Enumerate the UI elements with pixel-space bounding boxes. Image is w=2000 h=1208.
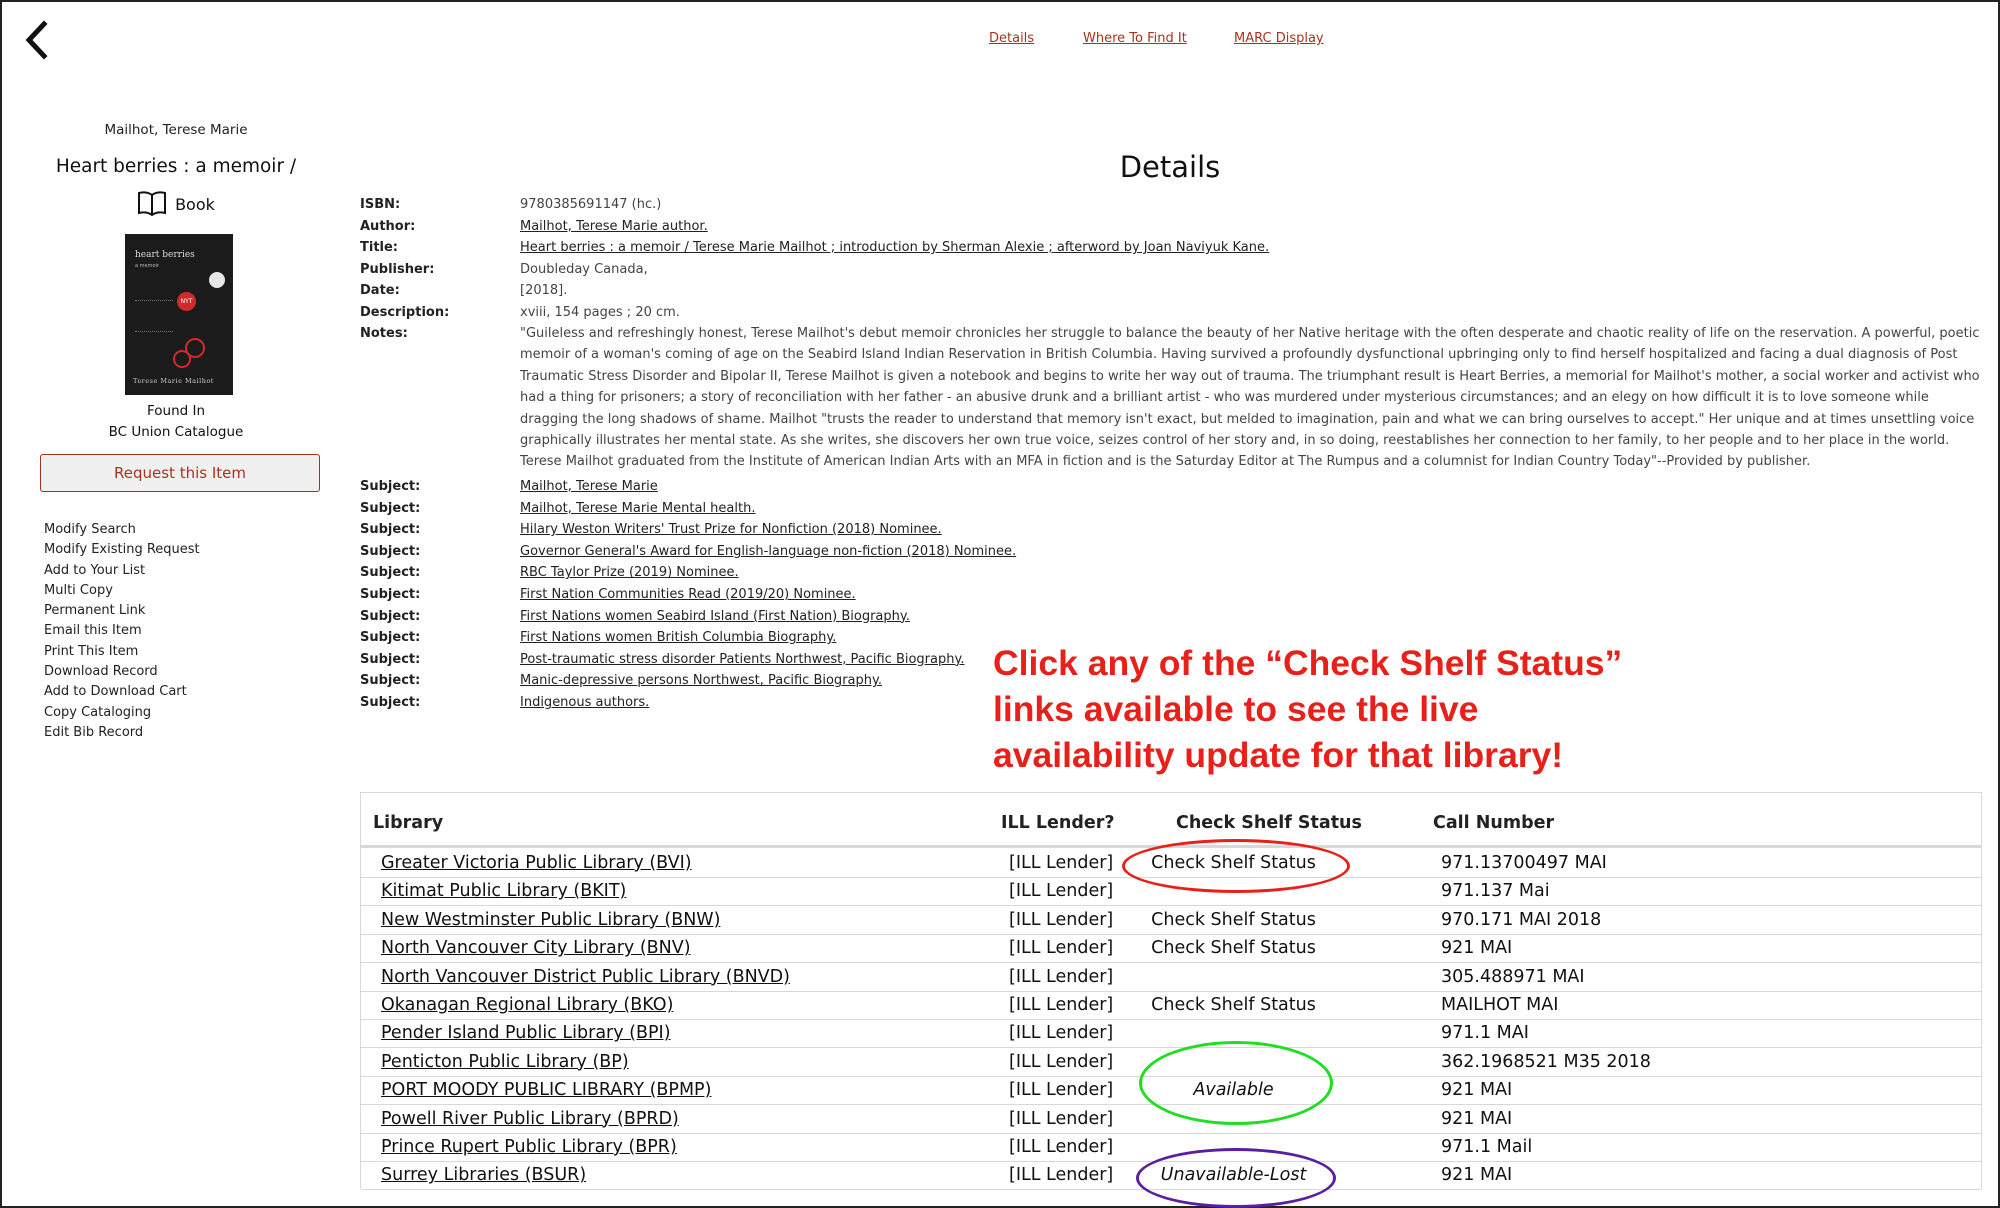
found-in-label: Found In [146,403,206,419]
ill-lender-cell: [ILL Lender] [1009,1108,1114,1129]
subject-link[interactable]: Post-traumatic stress disorder Patients Northwest, Pacific Biography. [520,651,965,667]
call-number-cell: 971.13700497 MAI [1441,853,1607,873]
ill-lender-cell: [ILL Lender] [1009,853,1114,873]
ill-lender-cell: [ILL Lender] [1009,1023,1114,1044]
author-link[interactable]: Mailhot, Terese Marie author. [520,219,708,234]
cover-seal [209,272,225,288]
ill-lender-cell: [ILL Lender] [1009,1165,1114,1186]
notes-value: "Guileless and refreshingly honest, Terese Mailhot's debut memoir chronicles her struggle to balance the beauty of her Native heritage with the often desperate and chaotic reality of life on the reservation. A powerful, poetic memoir of a woman's coming of age on the Seabird Island Indian Reservation in British Columbia. Having survived a profoundly dysfunctional upbringing only to find herself hospitalized and facing a dual diagnosis of Post Traumatic Stress Disorder and Bipolar II, Terese Mailhot is given a notebook and begins to write her way out of trauma. The triumphant result is Heart Berries, a memorial for Mailhot's mother, a social worker and activist who had a thing for prisoners; a story of reconciliation with her father - an abusive drunk and a brilliant artist - who was murdered under mysterious circumstances; and an elegy on how difficult it is to love someone while dragging the long shadows of shame. Mailhot "trusts the reader to understand that memory isn't exact, but melded to imagination, pain and what we can bring ourselves to accept." Her unique and at times unsettling voice graphically illustrates her mental state. As she writes, she discovers her own true voice, seizes control of her story and, in so doing, reestablishes her connection to her family, to her people and to her place in the world. Terese Mailhot graduated from the Institute of American Indian Arts with an MFA in fiction and is the Saturday Editor at The Rumpus and a columnist for Indian Country Today"--Provided by publisher. [520,326,1980,470]
date-value: [2018]. [520,283,568,298]
copy-cataloging-link[interactable]: Copy Cataloging [44,704,152,720]
ill-lender-cell: [ILL Lender] [1009,938,1114,959]
ill-lender-cell: [ILL Lender] [1009,1051,1114,1072]
print-item-link[interactable]: Print This Item [44,643,139,659]
found-in-value: BC Union Catalogue [108,424,244,440]
sidebar-author: Mailhot, Terese Marie [104,122,248,138]
holdings-table [360,792,1982,1189]
email-item-link[interactable]: Email this Item [44,623,142,639]
subject-label: Subject: [360,630,421,646]
library-link[interactable]: Penticton Public Library (BP) [381,1051,629,1072]
multi-copy-link[interactable]: Multi Copy [44,582,113,598]
subject-label: Subject: [360,695,421,710]
check-shelf-status-link[interactable]: Check Shelf Status [1151,909,1316,930]
publisher-label: Publisher: [360,262,435,277]
callout-line-3: availability update for that library! [993,735,1564,775]
call-number-cell: 970.171 MAI 2018 [1441,909,1602,930]
format-indicator [0,190,352,216]
subject-label: Subject: [360,587,421,602]
cover-berry-2 [173,350,191,368]
notes-label: Notes: [360,326,408,341]
library-link[interactable]: North Vancouver City Library (BNV) [381,938,691,959]
table-row [361,877,1981,906]
tab-where-to-find-it[interactable]: Where To Find It [1083,31,1187,46]
library-link[interactable]: Powell River Public Library (BPRD) [381,1108,679,1129]
subject-label: Subject: [360,608,421,624]
subject-link[interactable]: Manic-depressive persons Northwest, Pacific Biography. [520,673,882,689]
details-heading: Details [1119,150,1221,184]
call-number-cell: MAILHOT MAI [1441,995,1559,1015]
modify-search-link[interactable]: Modify Search [44,522,136,537]
instruction-callout [993,640,1633,778]
call-number-cell: 971.137 Mai [1441,881,1550,902]
description-label: Description: [360,305,450,320]
subject-link[interactable]: Hilary Weston Writers' Trust Prize for Nonfiction (2018) Nominee. [520,522,942,538]
cover-title: heart berries [135,250,195,260]
subject-label: Subject: [360,543,421,559]
call-number-cell: 921 MAI [1441,1080,1513,1101]
table-row [361,1105,1981,1134]
library-link[interactable]: Greater Victoria Public Library (BVI) [381,853,692,873]
subject-label: Subject: [360,479,421,494]
title-link[interactable]: Heart berries : a memoir / Terese Marie Mailhot ; introduction by Sherman Alexie ; afterword by Joan Naviyuk Kane. [520,240,1270,255]
subject-link[interactable]: RBC Taylor Prize (2019) Nominee. [520,565,739,581]
call-number-cell: 971.1 MAI [1441,1023,1529,1044]
add-to-list-link[interactable]: Add to Your List [44,562,146,578]
check-shelf-status-link[interactable]: Check Shelf Status [1151,938,1316,959]
tab-marc-display[interactable]: MARC Display [1234,31,1324,46]
shelf-status-result: Unavailable-Lost [1160,1165,1307,1186]
cover-author: Terese Marie Mailhot [133,377,214,385]
isbn-value: 9780385691147 (hc.) [520,197,662,212]
cover-subtitle: a memoir [135,263,159,269]
isbn-label: ISBN: [360,197,401,212]
permanent-link[interactable]: Permanent Link [44,603,146,619]
library-link[interactable]: PORT MOODY PUBLIC LIBRARY (BPMP) [381,1080,712,1101]
call-number-cell: 921 MAI [1441,938,1513,959]
library-link[interactable]: Okanagan Regional Library (BKO) [381,995,674,1015]
subject-link[interactable]: First Nations women Seabird Island (First Nation) Biography. [520,608,910,624]
check-shelf-status-link[interactable]: Check Shelf Status [1151,995,1316,1015]
library-link[interactable]: North Vancouver District Public Library (BNVD) [381,966,790,987]
cover-blurb [135,300,173,332]
table-row [361,906,1981,935]
edit-bib-record-link[interactable]: Edit Bib Record [44,724,144,740]
download-record-link[interactable]: Download Record [44,664,158,680]
subject-label: Subject: [360,522,421,538]
callout-line-2: links available to see the live [993,689,1479,729]
format-label: Book [175,195,215,214]
subject-link[interactable]: First Nation Communities Read (2019/20) Nominee. [520,587,856,602]
annotation-ring [1136,1148,1336,1208]
call-number-cell: 921 MAI [1441,1165,1513,1186]
library-link[interactable]: Prince Rupert Public Library (BPR) [381,1137,677,1157]
title-label: Title: [360,240,399,255]
subject-link[interactable]: Mailhot, Terese Marie [520,479,658,494]
subject-link[interactable]: Mailhot, Terese Marie Mental health. [520,500,756,516]
ill-lender-cell: [ILL Lender] [1009,909,1114,930]
modify-existing-request-link[interactable]: Modify Existing Request [44,542,200,558]
sidebar-title: Heart berries : a memoir / [55,156,297,177]
table-row [361,934,1981,963]
ill-lender-cell: [ILL Lender] [1009,881,1114,902]
subject-link[interactable]: First Nations women British Columbia Biography. [520,630,837,646]
table-row [361,1019,1981,1048]
publisher-value: Doubleday Canada, [520,262,648,277]
call-number-cell: 305.488971 MAI [1441,966,1585,987]
subject-link[interactable]: Indigenous authors. [520,695,650,710]
subject-label: Subject: [360,500,421,516]
header-check-shelf-status: Check Shelf Status [1176,813,1362,833]
request-item-button[interactable]: Request this Item [40,454,320,492]
sidebar-action-links [44,520,200,743]
check-shelf-status-link[interactable]: Check Shelf Status [1151,853,1316,873]
library-link[interactable]: Kitimat Public Library (BKIT) [381,881,627,902]
record-tabs [0,31,2000,51]
ill-lender-cell: [ILL Lender] [1009,995,1114,1015]
subject-label: Subject: [360,651,421,667]
subject-label: Subject: [360,565,421,581]
library-link[interactable]: Pender Island Public Library (BPI) [381,1023,671,1044]
subject-label: Subject: [360,673,421,689]
header-call-number: Call Number [1433,813,1555,833]
callout-line-1: Click any of the “Check Shelf Status” [993,643,1623,683]
subject-link[interactable]: Governor General's Award for English-language non-fiction (2018) Nominee. [520,543,1017,559]
open-book-icon [137,195,175,214]
call-number-cell: 362.1968521 M35 2018 [1441,1051,1651,1072]
cover-award-badge: NYT [177,292,196,311]
call-number-cell: 971.1 Mail [1441,1137,1533,1157]
description-value: xviii, 154 pages ; 20 cm. [520,305,680,320]
found-in [0,401,352,443]
header-ill-lender: ILL Lender? [1001,813,1115,833]
library-link[interactable]: New Westminster Public Library (BNW) [381,909,721,930]
shelf-status-result: Available [1193,1080,1274,1101]
header-library: Library [373,813,444,833]
ill-lender-cell: [ILL Lender] [1009,1080,1114,1101]
ill-lender-cell: [ILL Lender] [1009,966,1114,987]
date-label: Date: [360,283,400,298]
table-row [361,963,1981,992]
book-cover-image[interactable] [125,234,233,395]
tab-details[interactable]: Details [989,31,1035,46]
library-link[interactable]: Surrey Libraries (BSUR) [381,1165,587,1186]
add-to-download-cart-link[interactable]: Add to Download Cart [44,684,187,700]
author-label: Author: [360,219,416,234]
table-row [361,991,1981,1020]
call-number-cell: 921 MAI [1441,1108,1513,1129]
ill-lender-cell: [ILL Lender] [1009,1137,1114,1157]
